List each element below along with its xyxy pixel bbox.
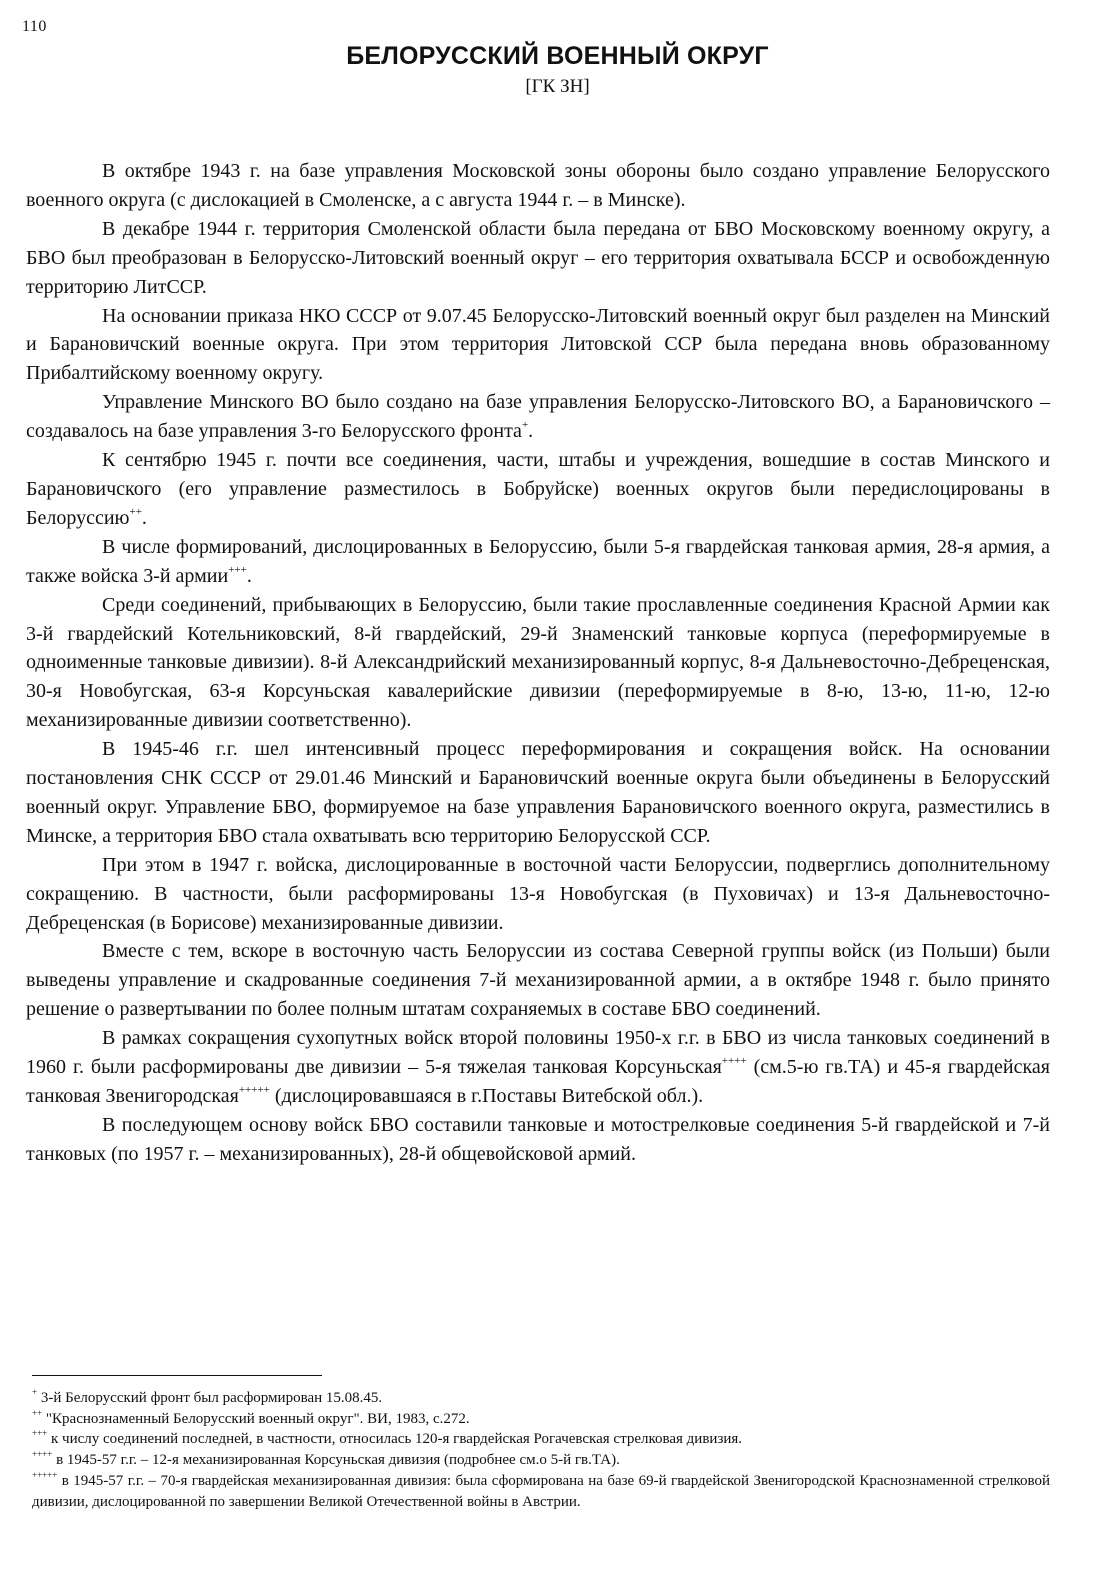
page-subtitle: [ГК ЗН] bbox=[525, 76, 590, 97]
footnote-ref: ++++ bbox=[721, 1055, 747, 1068]
paragraph-text: При этом в 1947 г. войска, дислоцированные в восточной части Белоруссии, подверглись дополнительному сокращению. В частности, были расформированы 13-я Новобугская (в Пуховичах) и 13-я Дальневосточно-Дебреценская (в Борисове) механизированные дивизии. bbox=[26, 853, 1050, 934]
paragraph-text: В 1945-46 г.г. шел интенсивный процесс переформирования и сокращения войск. На основании постановления СНК СССР от 29.01.46 Минский и Барановичский военные округа были объединены в Белорусский военный округ. Управление БВО, формируемое на базе управления Барановичского военного округа, разместились в Минске, а территория БВО стала охватывать всю территорию Белорусской ССР. bbox=[26, 738, 1050, 847]
paragraph-text: К сентябрю 1945 г. почти все соединения, части, штабы и учреждения, вошедшие в состав Минского и Барановичского (его управление разместилось в Бобруйске) военных округов были передислоцированы в Белоруссию bbox=[26, 449, 1050, 529]
paragraph-tail: . bbox=[141, 506, 147, 529]
footnote-mark: ++ bbox=[32, 1407, 43, 1418]
paragraph-tail: . bbox=[246, 564, 252, 587]
footnote bbox=[32, 1471, 1050, 1512]
paragraph bbox=[26, 533, 1050, 591]
paragraph-text: В декабре 1944 г. территория Смоленской области была передана от БВО Московскому военному округу, а БВО был преобразован в Белорусско-Литовский военный округ – его территория охватывала БССР и освобожденную территорию ЛитССР. bbox=[26, 217, 1050, 298]
paragraph bbox=[26, 388, 1050, 446]
footnote bbox=[32, 1429, 1050, 1450]
paragraph-text: Среди соединений, прибывающих в Белоруссию, были такие прославленные соединения Красной Армии как 3-й гвардейский Котельниковский, 8-й гвардейский, 29-й Знаменский танковые корпуса (переформируемые в одноименные танковые дивизии). 8-й Александрийский механизированный корпус, 8-я Дальневосточно-Дебреценская, 30-я Новобугская, 63-я Корсуньская кавалерийские дивизии (переформируемые в 8-ю, 13-ю, 11-ю, 12-ю механизированные дивизии соответственно). bbox=[26, 593, 1050, 732]
paragraph-text: Вместе с тем, вскоре в восточную часть Белоруссии из состава Северной группы войск (из Польши) были выведены управление и скадрованные соединения 7-й механизированной армии, а в октябре 1948 г. было принято решение о развертывании по более полным штатам сохраняемых в составе БВО соединений. bbox=[26, 940, 1050, 1021]
footnotes bbox=[32, 1388, 1050, 1512]
paragraph bbox=[26, 446, 1050, 533]
footnote-mark: + bbox=[32, 1387, 38, 1397]
footnote-mark: ++++ bbox=[32, 1449, 53, 1460]
paragraph bbox=[26, 937, 1050, 1024]
page-title: БЕЛОРУССКИЙ ВОЕННЫЙ ОКРУГ bbox=[346, 42, 769, 70]
footnote-text: 3-й Белорусский фронт был расформирован 15.08.45. bbox=[37, 1390, 383, 1406]
footnote-ref: +++++ bbox=[238, 1084, 270, 1096]
footnote-mark: +++ bbox=[32, 1428, 48, 1439]
footnote-text: в 1945-57 г.г. – 12-я механизированная Корсуньская дивизия (подробнее см.о 5-й гв.ТА). bbox=[52, 1452, 620, 1469]
paragraph bbox=[26, 1111, 1050, 1169]
footnote-ref: + bbox=[521, 419, 529, 432]
paragraph bbox=[26, 1024, 1050, 1111]
paragraph-tail: (см.5-ю гв.ТА) и 45-я гвардейская танковая Звенигородская bbox=[26, 1056, 1050, 1107]
paragraph-text: На основании приказа НКО СССР от 9.07.45 Белорусско-Литовский военный округ был разделен на Минский и Барановичский военные округа. При этом территория Литовской ССР была передана вновь образованному Прибалтийскому военному округу. bbox=[26, 304, 1050, 385]
paragraph bbox=[26, 735, 1050, 851]
article-body bbox=[26, 157, 1050, 1169]
footnote-divider bbox=[32, 1375, 322, 1376]
page-number: 110 bbox=[22, 18, 47, 35]
paragraph-text: В рамках сокращения сухопутных войск второй половины 1950-х г.г. в БВО из числа танковых соединений в 1960 г. были расформированы две дивизии – 5-я тяжелая танковая Корсуньская bbox=[26, 1027, 1050, 1079]
paragraph bbox=[26, 215, 1050, 302]
paragraph bbox=[26, 591, 1050, 736]
paragraph bbox=[26, 851, 1050, 938]
paragraph-text: В октябре 1943 г. на базе управления Московской зоны обороны было создано управление Белорусского военного округа (с дислокацией в Смоленске, а с августа 1944 г. – в Минске). bbox=[26, 160, 1050, 211]
footnote-ref: +++ bbox=[228, 563, 247, 576]
paragraph-text: В последующем основу войск БВО составили танковые и мотострелковые соединения 5-й гвардейской и 7-й танковых (по 1957 г. – механизированных), 28-й общевойсковой армий. bbox=[26, 1113, 1050, 1165]
footnote-text: "Краснознаменный Белорусский военный округ". ВИ, 1983, с.272. bbox=[42, 1410, 470, 1427]
paragraph-text: Управление Минского ВО было создано на базе управления Белорусско-Литовского ВО, а Барановичского – создавалось на базе управления 3-го Белорусского фронта bbox=[26, 391, 1050, 443]
footnote bbox=[32, 1388, 1050, 1409]
footnote-text: к числу соединений последней, в частности, относилась 120-я гвардейская Рогачевская стрелковая дивизия. bbox=[47, 1431, 743, 1448]
paragraph bbox=[26, 157, 1050, 215]
footnote-mark: +++++ bbox=[32, 1469, 58, 1480]
paragraph bbox=[26, 302, 1050, 389]
footnote bbox=[32, 1409, 1050, 1430]
footnote bbox=[32, 1450, 1050, 1471]
paragraph-text: В числе формирований, дислоцированных в Белоруссию, были 5-я гвардейская танковая армия, 28-я армия, а также войска 3-й армии bbox=[26, 535, 1050, 587]
paragraph-tail: . bbox=[528, 420, 534, 443]
footnote-ref: ++ bbox=[129, 505, 142, 518]
paragraph-tail: (дислоцировавшаяся в г.Поставы Витебской обл.). bbox=[269, 1085, 704, 1107]
footnote-text: в 1945-57 г.г. – 70-я гвардейская механизированная дивизия: была сформирована на базе 69-й гвардейской Звенигородской Краснознаменной стрелковой дивизии, дислоцированной по завершении Великой Отечественной войны в Австрии. bbox=[32, 1472, 1050, 1510]
